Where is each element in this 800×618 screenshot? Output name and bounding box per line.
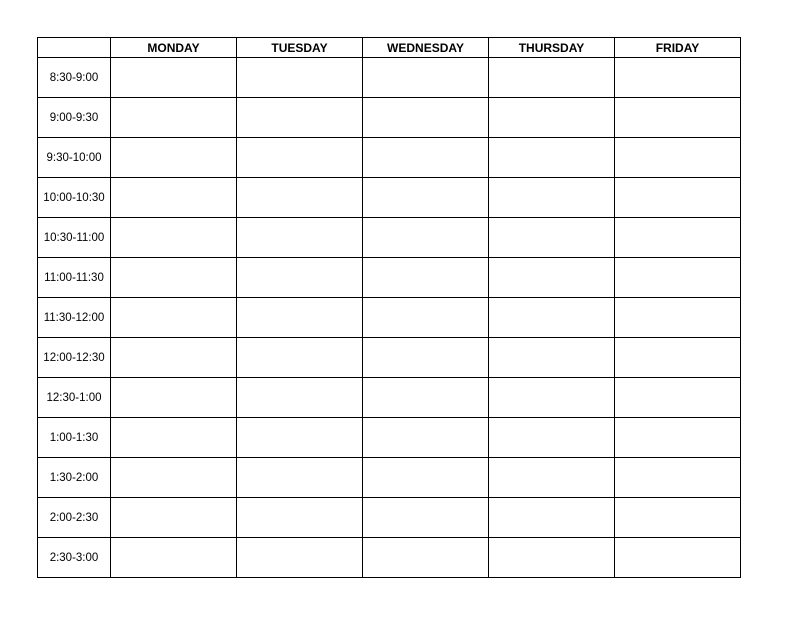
schedule-cell-wednesday [363,458,489,498]
header-row [38,38,741,58]
schedule-cell-friday [615,418,741,458]
time-slot-label: 10:00-10:30 [38,178,111,218]
time-slot-label: 2:00-2:30 [38,498,111,538]
schedule-cell-monday [111,338,237,378]
day-header-monday: MONDAY [111,38,237,58]
schedule-cell-monday [111,98,237,138]
day-header-tuesday: TUESDAY [237,38,363,58]
schedule-cell-thursday [489,258,615,298]
schedule-cell-monday [111,538,237,578]
schedule-cell-monday [111,378,237,418]
day-header-friday: FRIDAY [615,38,741,58]
schedule-cell-tuesday [237,298,363,338]
schedule-cell-wednesday [363,138,489,178]
schedule-cell-friday [615,538,741,578]
time-slot-row [38,218,741,258]
schedule-cell-thursday [489,58,615,98]
time-slot-row [38,458,741,498]
schedule-cell-thursday [489,298,615,338]
time-slot-row [38,58,741,98]
schedule-cell-friday [615,58,741,98]
schedule-cell-monday [111,178,237,218]
schedule-cell-tuesday [237,218,363,258]
time-slot-row [38,98,741,138]
time-slot-label: 2:30-3:00 [38,538,111,578]
schedule-cell-thursday [489,178,615,218]
schedule-body [38,58,741,578]
time-slot-label: 10:30-11:00 [38,218,111,258]
schedule-cell-tuesday [237,58,363,98]
schedule-cell-wednesday [363,418,489,458]
schedule-cell-thursday [489,458,615,498]
schedule-cell-friday [615,218,741,258]
weekly-schedule-table [37,37,741,578]
schedule-cell-thursday [489,498,615,538]
schedule-cell-tuesday [237,98,363,138]
time-slot-label: 9:00-9:30 [38,98,111,138]
schedule-cell-tuesday [237,378,363,418]
schedule-cell-wednesday [363,178,489,218]
schedule-cell-monday [111,298,237,338]
schedule-cell-friday [615,338,741,378]
schedule-cell-wednesday [363,538,489,578]
time-slot-label: 8:30-9:00 [38,58,111,98]
time-slot-label: 12:30-1:00 [38,378,111,418]
schedule-cell-monday [111,458,237,498]
time-slot-label: 11:00-11:30 [38,258,111,298]
schedule-cell-monday [111,218,237,258]
time-slot-label: 1:00-1:30 [38,418,111,458]
schedule-cell-friday [615,138,741,178]
schedule-cell-monday [111,498,237,538]
schedule-cell-friday [615,298,741,338]
schedule-cell-friday [615,498,741,538]
schedule-cell-thursday [489,418,615,458]
schedule-cell-tuesday [237,538,363,578]
time-slot-row [38,378,741,418]
day-header-wednesday: WEDNESDAY [363,38,489,58]
schedule-cell-tuesday [237,458,363,498]
schedule-cell-thursday [489,378,615,418]
schedule-cell-wednesday [363,338,489,378]
time-slot-row [38,298,741,338]
time-slot-row [38,538,741,578]
schedule-cell-monday [111,58,237,98]
schedule-cell-friday [615,458,741,498]
schedule-cell-thursday [489,98,615,138]
time-slot-row [38,138,741,178]
schedule-cell-wednesday [363,98,489,138]
schedule-cell-friday [615,178,741,218]
schedule-cell-wednesday [363,258,489,298]
schedule-cell-wednesday [363,58,489,98]
schedule-cell-tuesday [237,138,363,178]
time-slot-row [38,178,741,218]
schedule-cell-friday [615,258,741,298]
schedule-cell-monday [111,138,237,178]
schedule-cell-tuesday [237,258,363,298]
schedule-cell-friday [615,378,741,418]
schedule-cell-wednesday [363,218,489,258]
schedule-cell-monday [111,418,237,458]
time-slot-row [38,418,741,458]
schedule-cell-thursday [489,338,615,378]
corner-cell [38,38,111,58]
schedule-cell-tuesday [237,338,363,378]
schedule-cell-tuesday [237,178,363,218]
schedule-cell-wednesday [363,298,489,338]
time-slot-row [38,498,741,538]
day-header-thursday: THURSDAY [489,38,615,58]
time-slot-label: 9:30-10:00 [38,138,111,178]
schedule-cell-thursday [489,218,615,258]
time-slot-row [38,258,741,298]
time-slot-label: 1:30-2:00 [38,458,111,498]
time-slot-label: 11:30-12:00 [38,298,111,338]
time-slot-label: 12:00-12:30 [38,338,111,378]
schedule-cell-tuesday [237,418,363,458]
schedule-cell-friday [615,98,741,138]
schedule-cell-wednesday [363,498,489,538]
time-slot-row [38,338,741,378]
schedule-cell-thursday [489,538,615,578]
schedule-cell-wednesday [363,378,489,418]
schedule-cell-monday [111,258,237,298]
schedule-cell-tuesday [237,498,363,538]
schedule-cell-thursday [489,138,615,178]
